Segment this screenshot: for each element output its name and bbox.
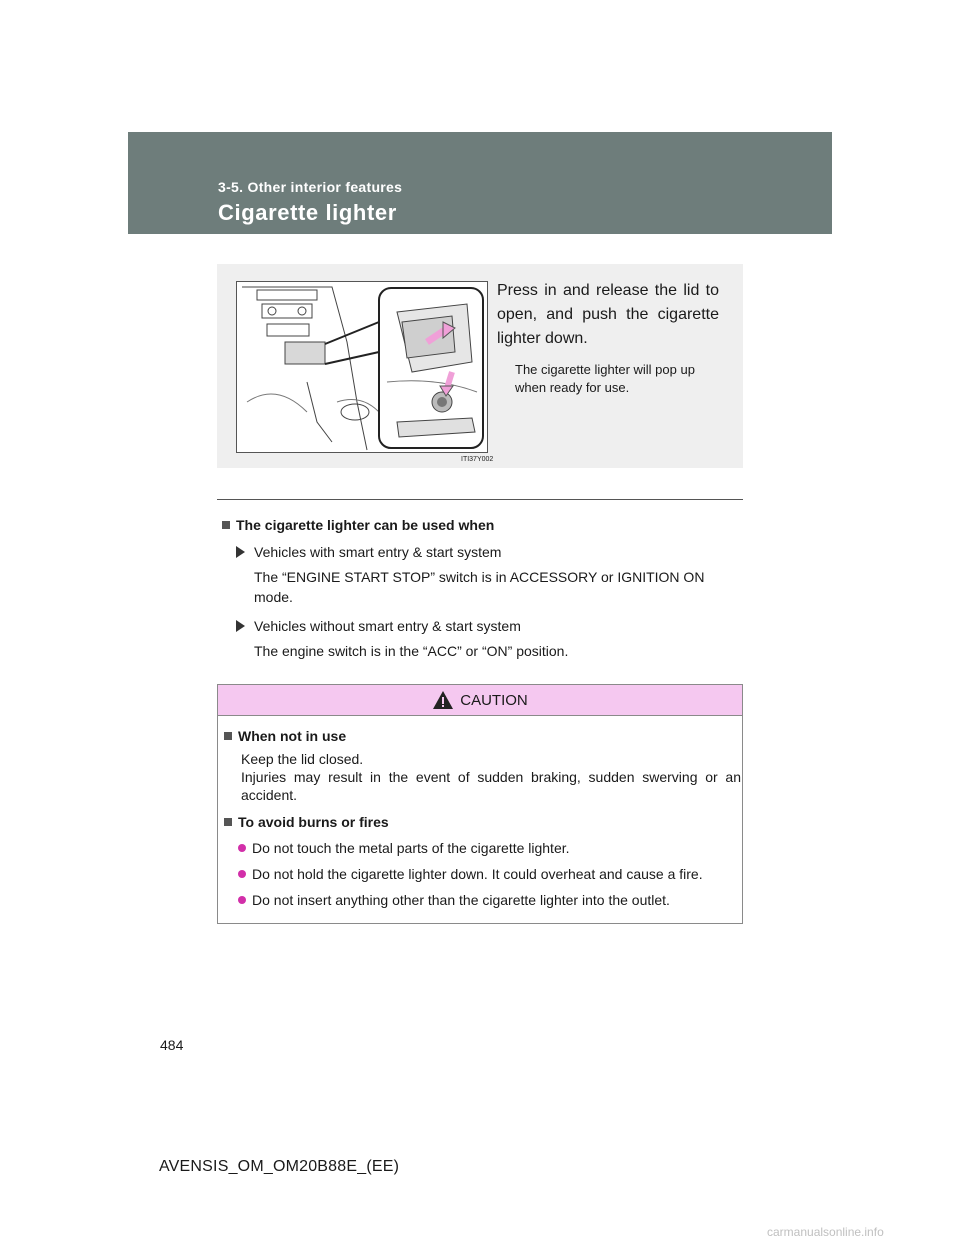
info-heading-text: The cigarette lighter can be used when bbox=[236, 517, 495, 533]
section-header bbox=[128, 132, 832, 234]
vehicle-label: Vehicles with smart entry & start system bbox=[254, 544, 502, 560]
warning-triangle-icon bbox=[432, 690, 454, 710]
triangle-pointer-icon bbox=[236, 546, 245, 558]
caution-title: CAUTION bbox=[460, 691, 528, 709]
section-divider bbox=[217, 499, 743, 500]
caution-bullet bbox=[238, 840, 742, 856]
square-bullet-icon bbox=[222, 521, 230, 529]
dot-bullet-icon bbox=[238, 896, 246, 904]
cigarette-lighter-illustration bbox=[236, 281, 494, 463]
section-label: 3-5. Other interior features bbox=[218, 179, 403, 195]
vehicle-row bbox=[236, 544, 742, 560]
caution-text-line: Injuries may result in the event of sudden braking, sudden swerving or an accident. bbox=[241, 769, 741, 803]
caution-text-line: Keep the lid closed. bbox=[241, 751, 364, 767]
caution-heading-text: When not in use bbox=[238, 728, 347, 744]
illustration-panel bbox=[217, 264, 743, 468]
caution-box bbox=[217, 684, 743, 924]
vehicle-label: Vehicles without smart entry & start system bbox=[254, 618, 521, 634]
illustration-text bbox=[497, 279, 719, 397]
figure-code: ITI37Y002 bbox=[461, 456, 494, 463]
caution-text bbox=[241, 750, 741, 804]
dot-bullet-icon bbox=[238, 844, 246, 852]
usage-info bbox=[222, 517, 742, 661]
vehicle-row bbox=[236, 618, 742, 634]
instruction-text: Press in and release the lid to open, and push the cigarette lighter down. bbox=[497, 282, 719, 347]
watermark: carmanualsonline.info bbox=[767, 1225, 884, 1239]
info-heading bbox=[222, 517, 742, 533]
vehicle-desc: The engine switch is in the “ACC” or “ON” position. bbox=[254, 643, 569, 659]
caution-bullet bbox=[238, 892, 742, 908]
caution-heading-text: To avoid burns or fires bbox=[238, 814, 389, 830]
caution-bullet-text: Do not hold the cigarette lighter down. It could overheat and cause a fire. bbox=[252, 866, 703, 882]
instruction-note: The cigarette lighter will pop up when ready for use. bbox=[515, 362, 695, 395]
caution-bullet bbox=[238, 866, 742, 882]
dot-bullet-icon bbox=[238, 870, 246, 878]
document-code: AVENSIS_OM_OM20B88E_(EE) bbox=[159, 1158, 400, 1175]
caution-heading bbox=[224, 814, 742, 830]
dashboard-drawing bbox=[237, 282, 487, 452]
square-bullet-icon bbox=[224, 818, 232, 826]
page-title: Cigarette lighter bbox=[218, 200, 397, 225]
caution-header bbox=[218, 685, 742, 716]
caution-heading bbox=[224, 728, 742, 744]
caution-body bbox=[218, 716, 742, 908]
caution-bullet-text: Do not insert anything other than the cigarette lighter into the outlet. bbox=[252, 892, 670, 908]
page-number: 484 bbox=[160, 1037, 184, 1053]
vehicle-desc: The “ENGINE START STOP” switch is in ACCESSORY or IGNITION ON mode. bbox=[254, 569, 705, 605]
triangle-pointer-icon bbox=[236, 620, 245, 632]
caution-bullet-text: Do not touch the metal parts of the cigarette lighter. bbox=[252, 840, 570, 856]
square-bullet-icon bbox=[224, 732, 232, 740]
